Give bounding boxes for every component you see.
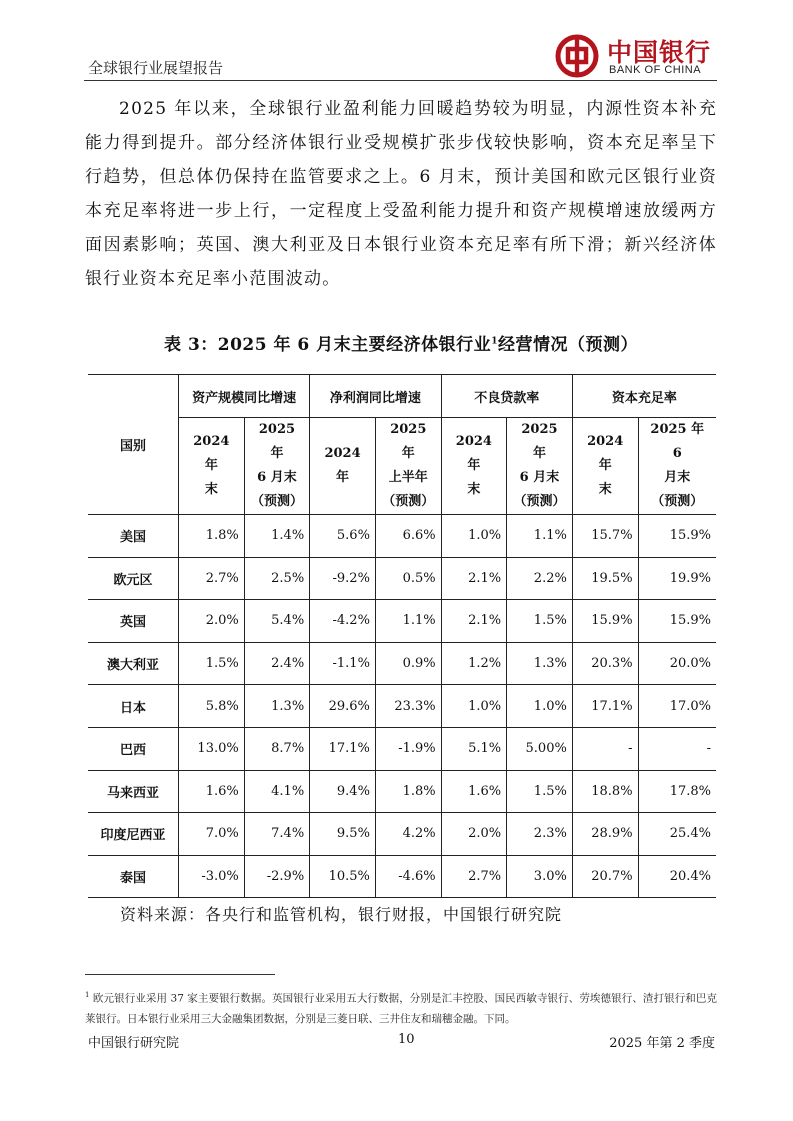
value-cell: 19.9% <box>638 557 716 600</box>
value-cell: 1.6% <box>179 770 245 813</box>
subheader-line: 2024 年 <box>587 434 624 473</box>
value-cell: 17.8% <box>638 770 716 813</box>
column-subheader <box>507 418 573 515</box>
subheader-line: 6 月末 <box>257 470 297 485</box>
value-cell: 15.9% <box>572 600 638 643</box>
subheader-line: 末 <box>204 482 218 497</box>
table-caption-main: 表 3：2025 年 6 月末主要经济体银行业 <box>164 335 492 355</box>
bank-of-china-emblem-icon <box>555 34 599 78</box>
value-cell: 9.4% <box>310 770 376 813</box>
country-cell: 日本 <box>88 685 179 728</box>
value-cell: 23.3% <box>375 685 441 728</box>
table-subheader-row <box>88 418 716 515</box>
value-cell: 1.2% <box>441 642 506 685</box>
subheader-line: （预测） <box>513 494 566 509</box>
value-cell: 5.1% <box>441 727 506 770</box>
table-row <box>88 600 716 643</box>
value-cell: 2.5% <box>244 557 309 600</box>
value-cell: 1.0% <box>441 515 506 558</box>
value-cell: 2.2% <box>507 557 573 600</box>
logo-chinese-name: 中国银行 <box>607 38 712 67</box>
column-subheader <box>310 418 376 515</box>
value-cell: 1.8% <box>179 515 245 558</box>
country-cell: 泰国 <box>88 855 179 898</box>
value-cell: -9.2% <box>310 557 376 600</box>
table-row <box>88 770 716 813</box>
subheader-line: （预测） <box>382 494 435 509</box>
subheader-line: 2025 年 <box>258 422 296 461</box>
footer-institution: 中国银行研究院 <box>88 1036 180 1051</box>
value-cell: 15.9% <box>638 515 716 558</box>
subheader-line: （预测） <box>651 494 704 509</box>
value-cell: 1.5% <box>179 642 245 685</box>
value-cell: 7.4% <box>244 813 309 856</box>
value-cell: -2.9% <box>244 855 309 898</box>
value-cell: 2.0% <box>179 600 245 643</box>
value-cell: 2.4% <box>244 642 309 685</box>
table-group-header-row <box>88 375 716 418</box>
value-cell: -1.9% <box>375 727 441 770</box>
value-cell: - <box>572 727 638 770</box>
table-source-note: 资料来源：各央行和监管机构，银行财报，中国银行研究院 <box>120 905 563 924</box>
value-cell: -3.0% <box>179 855 245 898</box>
table-row <box>88 813 716 856</box>
value-cell: 4.2% <box>375 813 441 856</box>
footnote-reference[interactable]: 1 <box>491 336 498 347</box>
value-cell: 8.7% <box>244 727 309 770</box>
value-cell: 5.00% <box>507 727 573 770</box>
footer-page-number: 10 <box>398 1032 415 1047</box>
value-cell: 0.9% <box>375 642 441 685</box>
group-header-net-profit-growth: 净利润同比增速 <box>310 375 441 418</box>
footnote <box>85 985 717 1029</box>
value-cell: 20.4% <box>638 855 716 898</box>
subheader-line: 6 月末 <box>519 470 560 485</box>
group-header-asset-growth: 资产规模同比增速 <box>179 375 310 418</box>
table-row <box>88 685 716 728</box>
value-cell: 2.1% <box>441 557 506 600</box>
value-cell: 18.8% <box>572 770 638 813</box>
value-cell: 15.7% <box>572 515 638 558</box>
value-cell: 5.4% <box>244 600 309 643</box>
subheader-line: 2024 年 <box>193 434 230 473</box>
value-cell: 13.0% <box>179 727 245 770</box>
table-row <box>88 642 716 685</box>
value-cell: 25.4% <box>638 813 716 856</box>
table-caption <box>85 330 717 355</box>
column-subheader <box>244 418 309 515</box>
value-cell: 1.0% <box>441 685 506 728</box>
footnote-text: 欧元银行业采用 37 家主要银行数据。英国银行业采用五大行数据，分别是汇丰控股、国民西敏寺银行、劳埃德银行、渣打银行和巴克莱银行。日本银行业采用三大金融集团数据，分别是三菱日联、三井住友和瑞穗金融。下同。 <box>85 992 717 1025</box>
value-cell: 5.8% <box>179 685 245 728</box>
value-cell: 17.0% <box>638 685 716 728</box>
value-cell: 9.5% <box>310 813 376 856</box>
footnote-divider <box>85 974 275 975</box>
subheader-line: 2025 年 6 <box>650 422 705 461</box>
subheader-line: 末 <box>598 482 612 497</box>
value-cell: 17.1% <box>310 727 376 770</box>
value-cell: 20.7% <box>572 855 638 898</box>
logo-english-name: BANK OF CHINA <box>609 64 702 76</box>
value-cell: 1.5% <box>507 600 573 643</box>
column-subheader <box>572 418 638 515</box>
value-cell: 1.5% <box>507 770 573 813</box>
subheader-line: 2025 年 <box>390 422 427 461</box>
value-cell: 3.0% <box>507 855 573 898</box>
bank-of-china-logo <box>555 32 715 82</box>
value-cell: 1.3% <box>507 642 573 685</box>
subheader-line: 月末 <box>664 470 691 485</box>
value-cell: -4.6% <box>375 855 441 898</box>
value-cell: 1.1% <box>375 600 441 643</box>
value-cell: -4.2% <box>310 600 376 643</box>
value-cell: 6.6% <box>375 515 441 558</box>
column-subheader <box>441 418 506 515</box>
country-cell: 美国 <box>88 515 179 558</box>
value-cell: 20.0% <box>638 642 716 685</box>
body-paragraph: 2025 年以来，全球银行业盈利能力回暖趋势较为明显，内源性资本补充能力得到提升。部分经济体银行业受规模扩张步伐较快影响，资本充足率呈下行趋势，但总体仍保持在监管要求之上。6 月末，预计美国和欧元区银行业资本充足率将进一步上行，一定程度上受盈利能力提升和资产规模增速放缓两方面因素影响；英国、澳大利亚及日本银行业资本充足率有所下滑；新兴经济体银行业资本充足率小范围波动。 <box>85 99 717 289</box>
column-header-country: 国别 <box>88 375 179 515</box>
value-cell: 2.7% <box>441 855 506 898</box>
value-cell: -1.1% <box>310 642 376 685</box>
value-cell: 5.6% <box>310 515 376 558</box>
value-cell: 0.5% <box>375 557 441 600</box>
table-row <box>88 727 716 770</box>
subheader-line: 2024 年 <box>455 434 492 473</box>
column-subheader <box>179 418 245 515</box>
footnote-mark: 1 <box>85 991 90 999</box>
country-cell: 澳大利亚 <box>88 642 179 685</box>
country-cell: 英国 <box>88 600 179 643</box>
country-cell: 马来西亚 <box>88 770 179 813</box>
value-cell: - <box>638 727 716 770</box>
table-body <box>88 515 716 898</box>
table-caption-suffix: 经营情况（预测） <box>497 335 638 355</box>
value-cell: 17.1% <box>572 685 638 728</box>
value-cell: 15.9% <box>638 600 716 643</box>
table-row <box>88 515 716 558</box>
value-cell: 29.6% <box>310 685 376 728</box>
country-cell: 巴西 <box>88 727 179 770</box>
value-cell: 2.3% <box>507 813 573 856</box>
value-cell: 19.5% <box>572 557 638 600</box>
value-cell: 28.9% <box>572 813 638 856</box>
value-cell: 1.1% <box>507 515 573 558</box>
value-cell: 2.0% <box>441 813 506 856</box>
table-row <box>88 855 716 898</box>
value-cell: 20.3% <box>572 642 638 685</box>
country-cell: 印度尼西亚 <box>88 813 179 856</box>
banking-indicators-table <box>88 374 716 898</box>
footer-period: 2025 年第 2 季度 <box>609 1036 715 1051</box>
group-header-npl-ratio: 不良贷款率 <box>441 375 572 418</box>
report-title: 全球银行业展望报告 <box>88 59 224 77</box>
header-divider <box>84 80 717 81</box>
table-row <box>88 557 716 600</box>
value-cell: 7.0% <box>179 813 245 856</box>
subheader-line: 2025 年 <box>521 422 558 461</box>
country-cell: 欧元区 <box>88 557 179 600</box>
value-cell: 1.3% <box>244 685 309 728</box>
value-cell: 2.7% <box>179 557 245 600</box>
value-cell: 2.1% <box>441 600 506 643</box>
subheader-line: 末 <box>467 482 481 497</box>
value-cell: 1.8% <box>375 770 441 813</box>
column-subheader <box>638 418 716 515</box>
subheader-line: 上半年 <box>388 470 428 485</box>
value-cell: 10.5% <box>310 855 376 898</box>
subheader-line: （预测） <box>250 494 303 509</box>
subheader-line: 2024 年 <box>324 446 361 485</box>
group-header-capital-adequacy: 资本充足率 <box>572 375 716 418</box>
value-cell: 1.0% <box>507 685 573 728</box>
value-cell: 4.1% <box>244 770 309 813</box>
value-cell: 1.6% <box>441 770 506 813</box>
column-subheader <box>375 418 441 515</box>
value-cell: 1.4% <box>244 515 309 558</box>
